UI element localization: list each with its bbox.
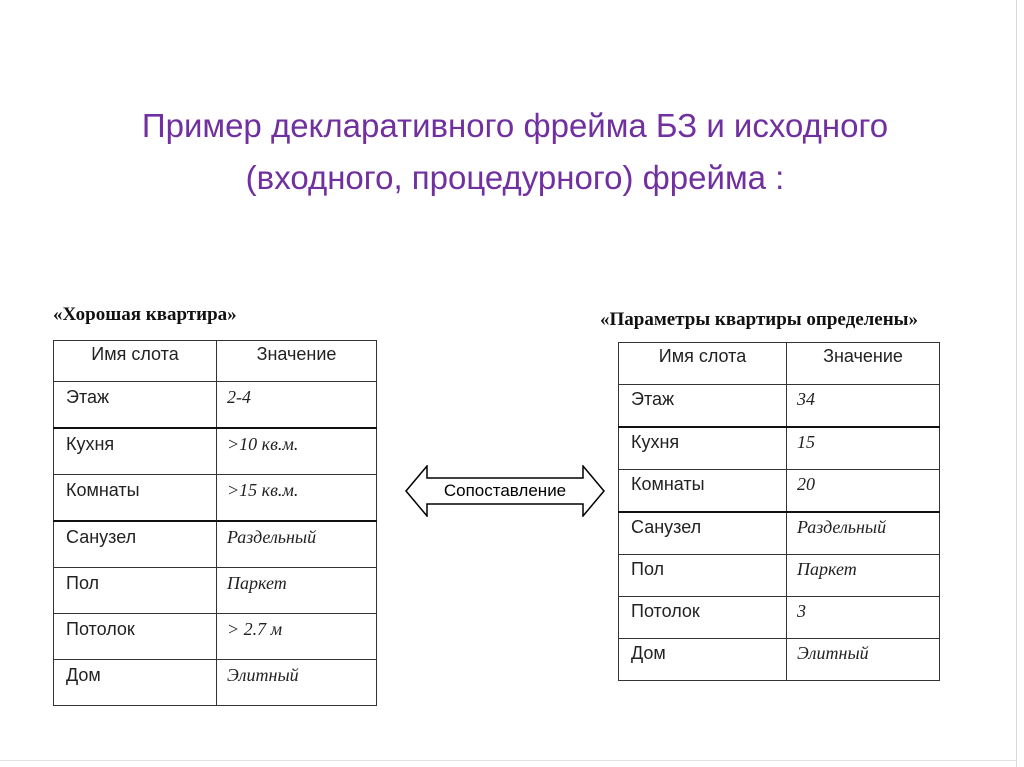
table-row — [54, 568, 377, 614]
page-edge-right — [1016, 0, 1017, 767]
slot-value-cell: >10 кв.м. — [217, 428, 377, 475]
slot-name-cell: Потолок — [619, 597, 787, 639]
slot-name-cell: Санузел — [54, 521, 217, 568]
slot-value-cell: 3 — [787, 597, 940, 639]
slot-name-cell: Пол — [619, 555, 787, 597]
value-header: Значение — [217, 341, 377, 382]
left-frame-table — [53, 340, 377, 706]
slot-value-cell: Элитный — [787, 639, 940, 681]
table-row — [619, 385, 940, 428]
slot-value-cell: Паркет — [217, 568, 377, 614]
slot-value-cell: > 2.7 м — [217, 614, 377, 660]
table-row — [54, 660, 377, 706]
table-row — [619, 597, 940, 639]
table-row — [619, 470, 940, 513]
slot-name-cell: Дом — [54, 660, 217, 706]
slot-name-cell: Этаж — [619, 385, 787, 428]
slot-value-cell: Раздельный — [217, 521, 377, 568]
slot-value-cell: Паркет — [787, 555, 940, 597]
right-frame-caption: «Параметры квартиры определены» — [600, 309, 919, 330]
page-edge-bottom — [0, 760, 1017, 761]
slot-value-cell: Элитный — [217, 660, 377, 706]
slot-name-cell: Дом — [619, 639, 787, 681]
table-row — [54, 382, 377, 429]
slide-title: Пример декларативного фрейма БЗ и исходного (входного, процедурного) фрейма : — [141, 107, 889, 196]
slot-name-cell: Кухня — [619, 427, 787, 470]
table-header-row — [619, 343, 940, 385]
table-row — [619, 427, 940, 470]
slot-value-cell: >15 кв.м. — [217, 475, 377, 522]
table-row — [54, 521, 377, 568]
slot-name-cell: Санузел — [619, 512, 787, 555]
right-frame-table — [618, 342, 940, 681]
slot-name-header: Имя слота — [54, 341, 217, 382]
value-header: Значение — [787, 343, 940, 385]
comparison-label: Сопоставление — [443, 481, 567, 500]
slot-value-cell: 20 — [787, 470, 940, 513]
table-row — [619, 555, 940, 597]
table-row — [54, 475, 377, 522]
table-row — [54, 614, 377, 660]
slot-value-cell: 2-4 — [217, 382, 377, 429]
slot-name-cell: Потолок — [54, 614, 217, 660]
left-frame-caption: «Хорошая квартира» — [53, 304, 237, 325]
slot-name-cell: Пол — [54, 568, 217, 614]
slot-value-cell: 15 — [787, 427, 940, 470]
slot-name-cell: Комнаты — [54, 475, 217, 522]
table-row — [619, 512, 940, 555]
slot-value-cell: 34 — [787, 385, 940, 428]
slot-value-cell: Раздельный — [787, 512, 940, 555]
table-row — [54, 428, 377, 475]
table-header-row — [54, 341, 377, 382]
slot-name-cell: Этаж — [54, 382, 217, 429]
slot-name-cell: Комнаты — [619, 470, 787, 513]
slot-name-header: Имя слота — [619, 343, 787, 385]
slot-name-cell: Кухня — [54, 428, 217, 475]
table-row — [619, 639, 940, 681]
